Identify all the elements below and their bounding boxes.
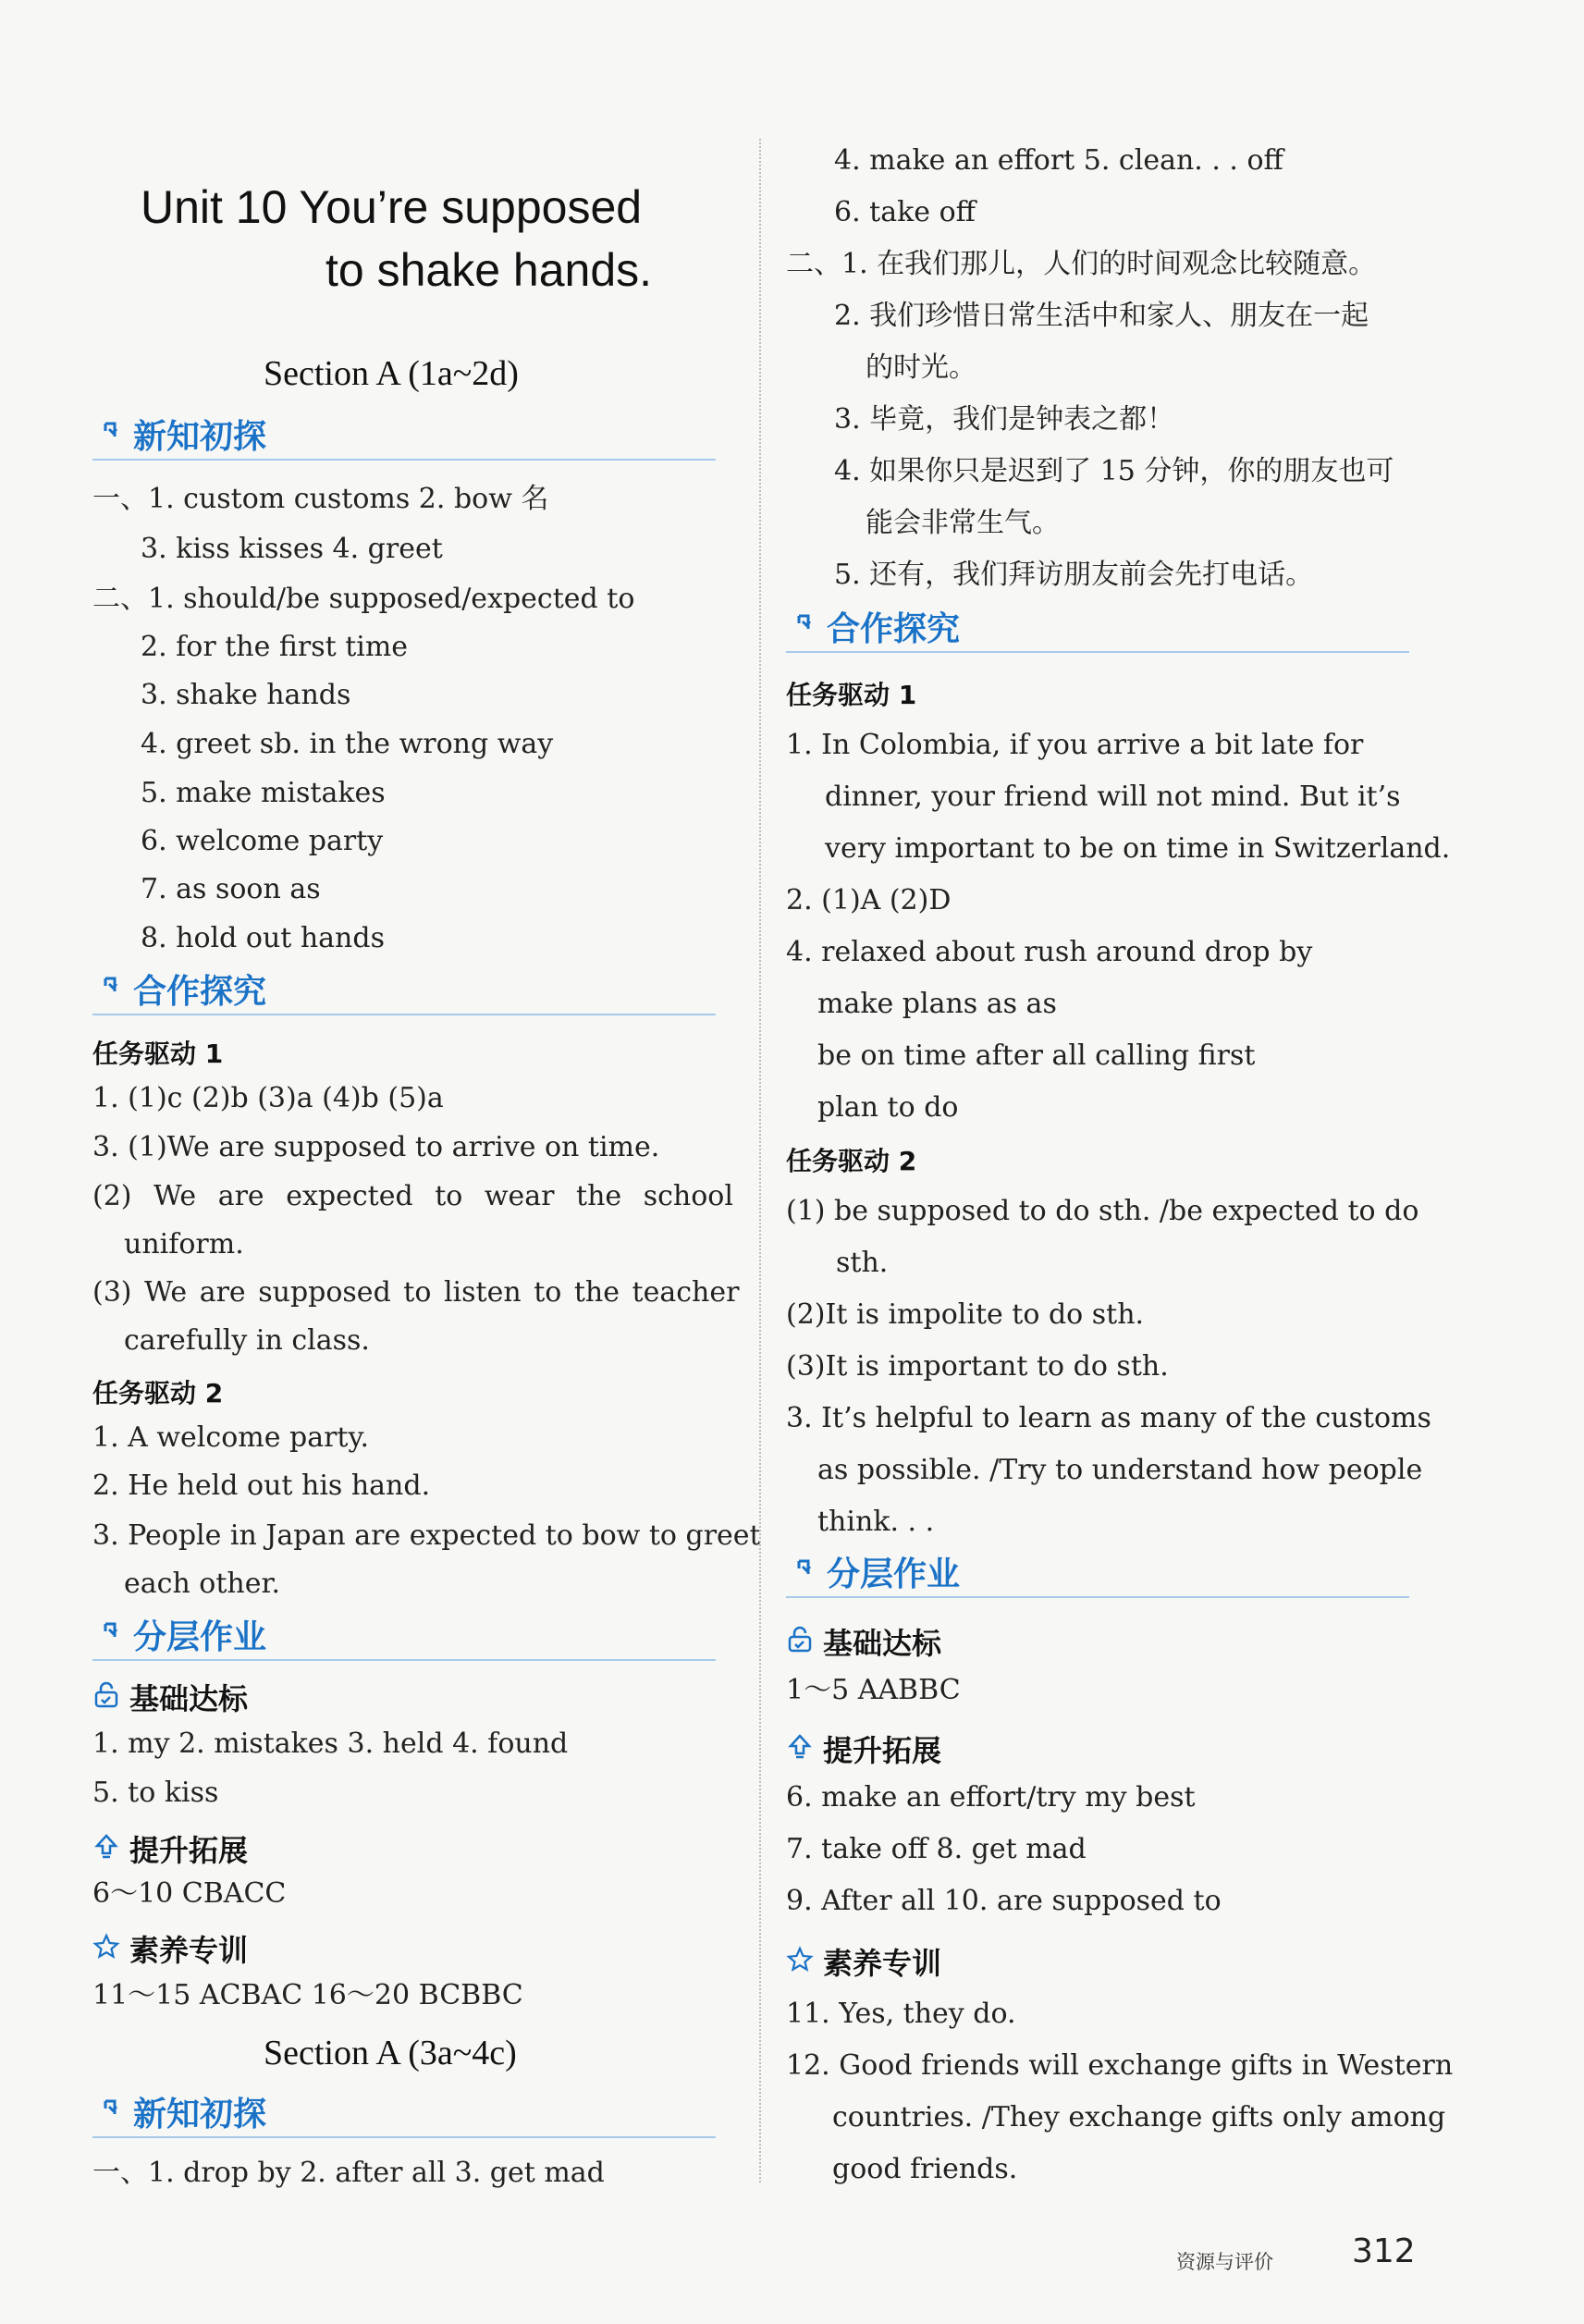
answer-line: dinner, your friend will not mind. But it’s [825, 781, 1401, 813]
answer-line: 1～5 AABBC [786, 1674, 961, 1706]
bookmark-icon [102, 420, 124, 442]
answer-line: 6. take off [834, 196, 976, 228]
answer-line: 6. welcome party [141, 825, 384, 857]
task-label: 任务驱动 1 [92, 1039, 224, 1069]
answer-line: think. . . [817, 1506, 935, 1538]
answer-line: 1. (1)c (2)b (3)a (4)b (5)a [92, 1082, 444, 1114]
answer-line: 6. make an effort/try my best [786, 1781, 1196, 1814]
section-heading-2: Section A (3a~4c) [264, 2034, 517, 2072]
task-label: 任务驱动 2 [786, 1146, 917, 1176]
answer-line: 一、1. custom customs 2. bow 名 [92, 483, 549, 515]
page-number: 312 [1352, 2232, 1416, 2270]
subheading-label: 素养专训 [823, 1946, 942, 1981]
answer-line: 9. After all 10. are supposed to [786, 1885, 1222, 1917]
answer-line: (2)It is impolite to do sth. [786, 1298, 1145, 1331]
answer-line: 2. 我们珍惜日常生活中和家人、朋友在一起 [834, 300, 1369, 332]
answer-line: countries. /They exchange gifts only among [832, 2101, 1446, 2133]
star-icon [786, 1946, 814, 1974]
heading-label: 新知初探 [133, 418, 267, 456]
heading-label: 分层作业 [827, 1555, 961, 1593]
answer-line: 3. (1)We are supposed to arrive on time. [92, 1131, 660, 1163]
bookmark-icon [102, 1620, 124, 1642]
answer-line: uniform. [124, 1228, 244, 1260]
answer-line: (2) We are expected to wear the school [92, 1180, 733, 1212]
subheading-label: 素养专训 [129, 1933, 249, 1968]
answer-line: 5. make mistakes [141, 777, 386, 809]
subheading-label: 提升拓展 [823, 1733, 942, 1768]
answer-line: make plans as as [817, 988, 1057, 1020]
answer-line: 1. A welcome party. [92, 1421, 369, 1454]
answer-line: 2. for the first time [141, 631, 409, 663]
answer-line: 二、1. 在我们那儿，人们的时间观念比较随意。 [786, 248, 1377, 280]
task-label: 任务驱动 1 [786, 680, 917, 710]
answer-line: (3) We are supposed to listen to the teacher [92, 1276, 740, 1309]
answer-line: 3. kiss kisses 4. greet [141, 533, 443, 565]
section-heading-1: Section A (1a~2d) [264, 354, 519, 393]
answer-line: 3. shake hands [141, 679, 351, 711]
answer-line: 2. (1)A (2)D [786, 884, 952, 916]
answer-line: 4. greet sb. in the wrong way [141, 728, 554, 760]
answer-line: 4. 如果你只是迟到了 15 分钟，你的朋友也可 [834, 455, 1394, 487]
up-arrow-icon [786, 1733, 814, 1761]
subheading-label: 基础达标 [823, 1626, 942, 1661]
answer-line: 的时光。 [866, 351, 976, 384]
answer-line: 能会非常生气。 [866, 507, 1060, 539]
answer-line: sth. [836, 1247, 889, 1279]
answer-line: 7. as soon as [141, 873, 321, 905]
answer-line: 11. Yes, they do. [786, 1998, 1016, 2030]
star-icon [92, 1933, 120, 1961]
unit-title-line2: to shake hands. [325, 244, 653, 296]
answer-line: 6～10 CBACC [92, 1877, 287, 1910]
heading-fenceng [92, 1613, 716, 1661]
answer-line: 3. It’s helpful to learn as many of the customs [786, 1402, 1431, 1434]
answer-line: each other. [124, 1568, 281, 1600]
heading-label: 新知初探 [133, 2096, 267, 2133]
subheading-label: 基础达标 [129, 1681, 249, 1716]
heading-xinzhi [92, 412, 716, 461]
answer-line: 8. hold out hands [141, 922, 385, 954]
heading-xinzhi-2 [92, 2090, 716, 2138]
answer-line: as possible. /Try to understand how people [817, 1454, 1423, 1486]
footer-label: 资源与评价 [1176, 2251, 1273, 2273]
answer-line: 一、1. drop by 2. after all 3. get mad [92, 2157, 605, 2189]
answer-line: plan to do [817, 1091, 959, 1124]
answer-line: 5. 还有，我们拜访朋友前会先打电话。 [834, 559, 1314, 591]
up-arrow-icon [92, 1833, 120, 1861]
answer-line: 2. He held out his hand. [92, 1469, 431, 1502]
heading-hezuo [92, 967, 716, 1015]
column-divider [759, 139, 761, 2183]
heading-label: 合作探究 [827, 610, 961, 648]
subheading-label: 提升拓展 [129, 1833, 249, 1868]
unit-title: Unit 10 You’re supposed [141, 181, 643, 233]
answer-line: 4. relaxed about rush around drop by [786, 936, 1313, 968]
answer-line: 3. People in Japan are expected to bow to greet [92, 1519, 761, 1552]
bookmark-icon [795, 1557, 817, 1580]
heading-hezuo-right [786, 605, 1409, 653]
answer-line: carefully in class. [124, 1324, 370, 1357]
answer-line: 3. 毕竟，我们是钟表之都！ [834, 403, 1175, 436]
answer-line: 11～15 ACBAC 16～20 BCBBC [92, 1979, 523, 2011]
answer-line: be on time after all calling first [817, 1039, 1256, 1072]
answer-line: 二、1. should/be supposed/expected to [92, 583, 635, 615]
answer-line: very important to be on time in Switzerland. [825, 832, 1451, 865]
answer-line: 7. take off 8. get mad [786, 1833, 1087, 1865]
task-label: 任务驱动 2 [92, 1378, 224, 1408]
bookmark-icon [102, 975, 124, 997]
heading-label: 分层作业 [133, 1618, 267, 1656]
answer-line: 1. my 2. mistakes 3. held 4. found [92, 1728, 569, 1760]
heading-label: 合作探究 [133, 973, 267, 1011]
answer-line: good friends. [832, 2153, 1018, 2185]
answer-line: (3)It is important to do sth. [786, 1350, 1169, 1383]
bookmark-icon [795, 612, 817, 634]
heading-fenceng-right [786, 1550, 1409, 1598]
answer-line: 5. to kiss [92, 1777, 219, 1809]
lock-icon [92, 1681, 120, 1709]
bookmark-icon [102, 2097, 124, 2120]
answer-line: 12. Good friends will exchange gifts in Western [786, 2049, 1454, 2082]
answer-line: (1) be supposed to do sth. /be expected to do [786, 1195, 1419, 1227]
lock-icon [786, 1626, 814, 1654]
answer-line: 1. In Colombia, if you arrive a bit late for [786, 729, 1364, 761]
answer-line: 4. make an effort 5. clean. . . off [834, 144, 1283, 177]
